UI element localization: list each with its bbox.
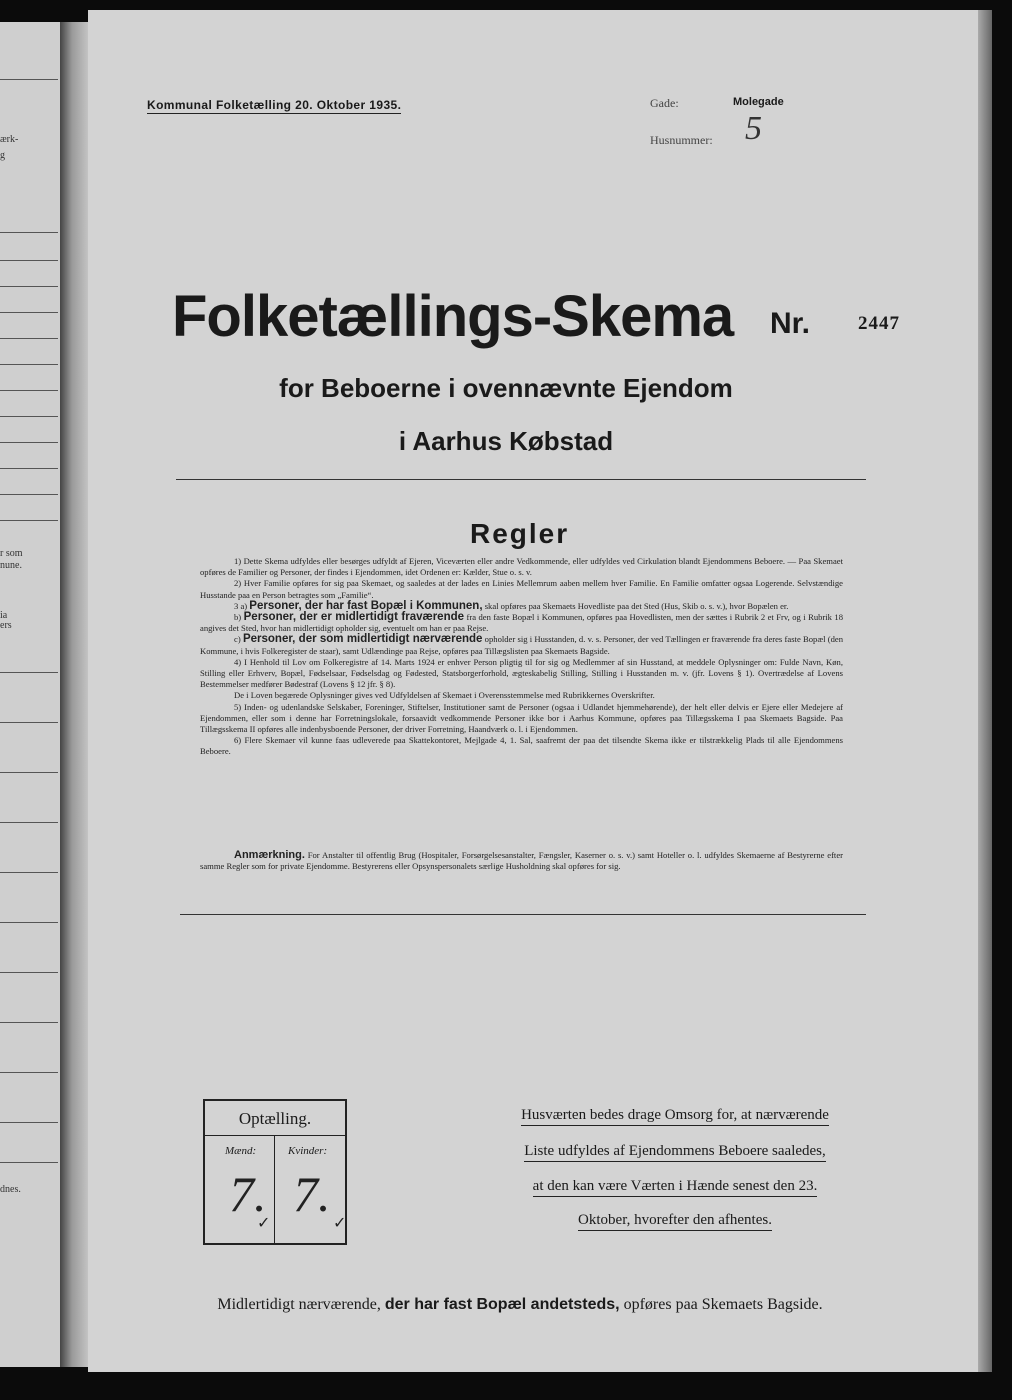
census-header: Kommunal Folketælling 20. Oktober 1935.: [147, 98, 402, 112]
nr-value: 2447: [858, 313, 900, 334]
anmaerkning-label: Anmærkning.: [234, 849, 305, 861]
note-line: Husværten bedes drage Omsorg for, at nærværende: [500, 1107, 850, 1124]
husnummer-label: Husnummer:: [650, 133, 713, 147]
page-title: Folketællings-Skema: [172, 284, 734, 349]
kvinder-label: Kvinder:: [288, 1145, 328, 1157]
rule-3b-heading: Personer, der er midlertidigt fraværende: [243, 611, 465, 624]
kvinder-value: 7.: [293, 1166, 331, 1222]
rules-text: [200, 556, 843, 758]
optaelling-title: Optælling.: [238, 1109, 312, 1128]
rules-heading: Regler: [470, 518, 570, 549]
rule-3b: b) Personer, der er midlertidigt fraværende fra den faste Bopæl i Kommunen, opføres paa Hovedlisten, men der sættes i Rubrik 2 et Frv, og i Rubrik 18 angives det Sted, hvor han midlertidigt opholder sig, eventuelt om han er paa Rejse.: [200, 611, 843, 634]
note-line: Oktober, hvorefter den afhentes.: [500, 1212, 850, 1229]
nr-label: Nr.: [770, 307, 811, 340]
box-divider: [274, 1135, 275, 1243]
note-line: Liste udfyldes af Ejendommens Beboere saaledes,: [500, 1143, 850, 1160]
note-line: at den kan være Værten i Hænde senest den 23.: [500, 1178, 850, 1195]
rule-6: 6) Flere Skemaer vil kunne faas udleverede paa Skattekontoret, Mejlgade 4, 1. Sal, saafremt der paa det tilsendte Skema ikke er tilstrækkelig Plads til alle Ejendommens Beboere.: [200, 735, 843, 757]
rule-4b: De i Loven begærede Oplysninger gives ved Udfyldelsen af Skemaet i Overensstemmelse med Rubrikkernes Overskrifter.: [234, 690, 655, 701]
book-gutter: [60, 22, 90, 1367]
anmaerkning-text: For Anstalter til offentlig Brug (Hospitaler, Forsørgelsesanstalter, Fængsler, Kaserner o. s. v.) samt Hoteller o. l. udfyldes Skemaerne af Bestyrerne efter samme Regler som for private Ejendomme. Bestyrerens eller Opsynspersonalets særlige Husholdning skal opføres for sig.: [200, 850, 843, 872]
page-edge: [978, 10, 992, 1372]
divider: [176, 479, 866, 480]
anmaerkning: [200, 850, 843, 872]
divider: [180, 914, 866, 915]
left-fragment: nune.: [0, 560, 22, 571]
rule-3c-heading: Personer, der som midlertidigt nærværende: [242, 633, 483, 646]
left-fragment: r som: [0, 548, 23, 559]
rule-5: 5) Inden- og udenlandske Selskaber, Foreninger, Stiftelser, Institutioner samt de Personer (ogsaa i Udlandet hjemmehørende), der helt eller delvis er Ejere eller Medejere af Ejendommen, eller som i denne har Forretningslokale, forsaavidt vedkommende Personer ikke bor i Aarhus Kommune, opføres paa Tillægsskema I paa Skemaets Bagside. Paa Tillægsskema II opføres alle indenbysboende Personer, der driver Forretning, Haandværk o. l. i Ejendommen.: [200, 701, 843, 735]
maend-value: 7.: [229, 1166, 267, 1222]
husnummer-value: 5: [745, 110, 762, 147]
left-fragment: g: [0, 150, 5, 161]
gade-value: Molegade: [733, 96, 784, 108]
rule-2: 2) Hver Familie opføres for sig paa Skemaet, og saaledes at der lades en Linies Mellemrum aaben mellem hver Familie. En Familie omfatter ogsaa Logerende. Selvstændige Husstande paa en Person betragtes som „Familie“.: [200, 578, 843, 600]
rule-1: 1) Dette Skema udfyldes eller besørges udfyldt af Ejeren, Viceværten eller andre Vedkommende, eller udfyldes ved Cirkulation blandt Ejendommens Beboere. — Paa Skemaet opføres de Familier og Personer, der findes i Ejendommen, idet Ordenen er: Kælder, Stue o. s. v.: [200, 556, 843, 578]
optaelling-box: [203, 1099, 347, 1245]
box-divider: [205, 1135, 345, 1136]
left-fragment: ers: [0, 620, 12, 631]
checkmark-icon: ✓: [257, 1215, 271, 1232]
footer-note: Midlertidigt nærværende, der har fast Bopæl andetsteds, opføres paa Skemaets Bagside.: [217, 1296, 823, 1313]
subtitle: for Beboerne i ovennævnte Ejendom: [279, 373, 733, 403]
rule-3c: c) Personer, der som midlertidigt nærværende opholder sig i Husstanden, d. v. s. Personer, der ved Tællingen er fraværende fra deres faste Bopæl (den Kommune, i hvis Folkeregister de staar), samt Udlændinge paa Rejse, opføres paa Tillægslisten paa Skemaets Bagside.: [200, 633, 843, 656]
subtitle-city: i Aarhus Købstad: [398, 426, 614, 456]
rule-4: 4) I Henhold til Lov om Folkeregistre af 14. Marts 1924 er enhver Person pligtig til for sig og Medlemmer af sin Husstand, at meddele Oplysninger om: Fulde Navn, Køn, Stilling eller Erhverv, Bopæl, Fødselsaar, Fødselsdag og Fødested, Statsborgerforhold, ægteskabelig Stilling, Stilling i Husstanden m. v. (jfr. Lovens § 1). Overtrædelse af Lovens Bestemmelser medfører Bødestraf (Lovens § 12 jfr. § 8).: [200, 656, 843, 690]
maend-label: Mænd:: [225, 1145, 257, 1157]
left-fragment: ærk-: [0, 134, 19, 145]
rule-3a-heading: Personer, der har fast Bopæl i Kommunen,: [249, 599, 483, 612]
left-page-edge: [0, 22, 62, 1367]
left-fragment: dnes.: [0, 1184, 21, 1195]
left-fragment: ia: [0, 610, 8, 621]
gade-label: Gade:: [650, 96, 679, 110]
rule-3a: 3 a) Personer, der har fast Bopæl i Kommunen, skal opføres paa Skemaets Hovedliste paa det Sted (Hus, Skib o. s. v.), hvor Bopælen er.: [234, 599, 789, 612]
checkmark-icon: ✓: [333, 1215, 347, 1232]
